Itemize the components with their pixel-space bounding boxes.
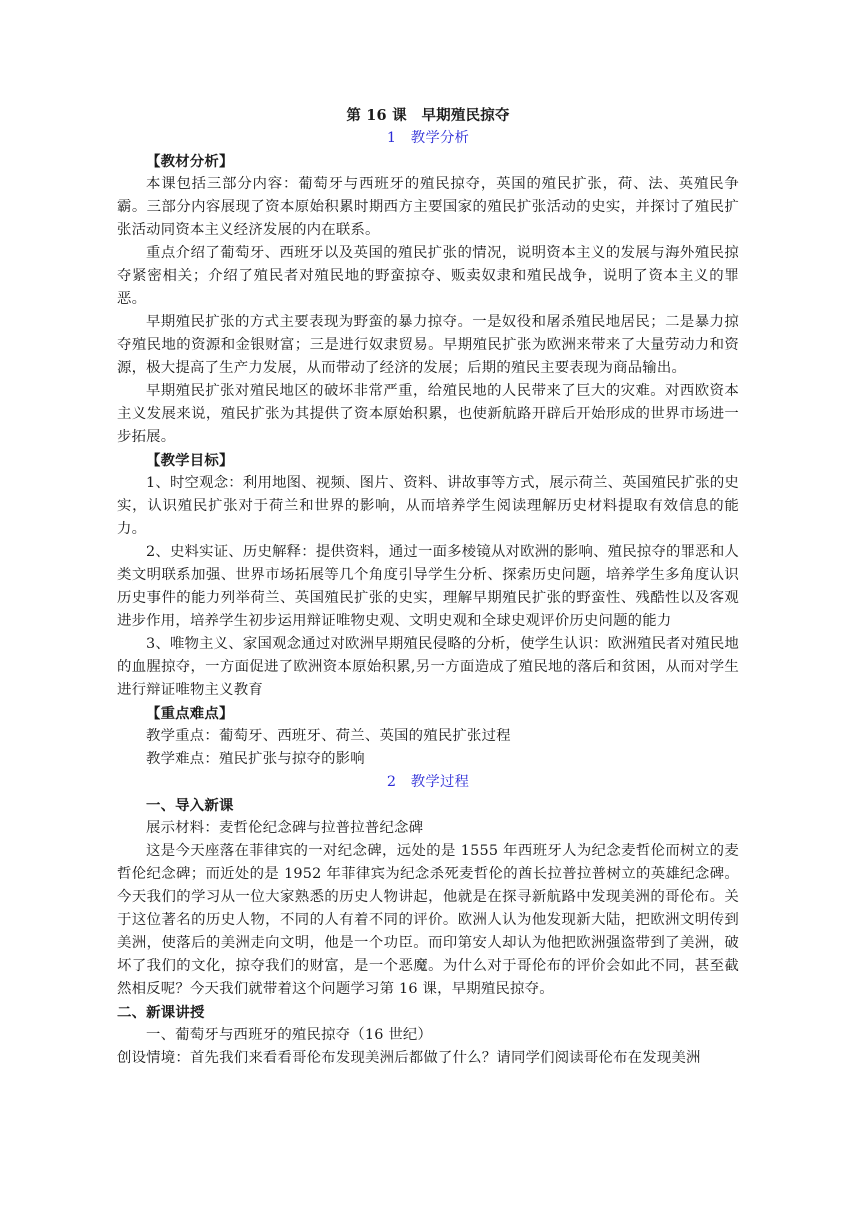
goal-item: 2、史料实证、历史解释：提供资料，通过一面多棱镜从对欧洲的影响、殖民掠夺的罪恶和人类文明联系加强、世界市场拓展等几个角度引导学生分析、探索历史问题，培养学生多角度认识历史事件的能力列举荷兰、英国殖民扩张的史实，理解早期殖民扩张的野蛮性、残酷性以及客观进步作用，培养学生初步运用辩证唯物史观、文明史观和全球史观评价历史问题的能力 [117,544,739,629]
goal-item: 3、唯物主义、家国观念通过对欧洲早期殖民侵略的分析，使学生认识：欧洲殖民者对殖民地的血腥掠夺，一方面促进了欧洲资本原始积累,另一方面造成了殖民地的落后和贫困，从而对学生进行辩证唯物主义教育 [117,636,739,698]
paragraph: 重点介绍了葡萄牙、西班牙以及英国的殖民扩张的情况，说明资本主义的发展与海外殖民掠夺紧密相关；介绍了殖民者对殖民地的野蛮掠夺、贩卖奴隶和殖民战争，说明了资本主义的罪恶。 [117,245,739,307]
scene-paragraph: 创设情境：首先我们来看看哥伦布发现美洲后都做了什么？请同学们阅读哥伦布在发现美洲 [117,1050,701,1066]
new-lesson-heading: 二、新课讲授 [117,1004,205,1021]
paragraph: 早期殖民扩张的方式主要表现为野蛮的暴力掠夺。一是奴役和屠杀殖民地居民；二是暴力掠夺殖民地的资源和金银财富；三是进行奴隶贸易。早期殖民扩张为欧洲来带来了大量劳动力和资源，极大提高了生产力发展，从而带动了经济的发展；后期的殖民主要表现为商品输出。 [117,314,739,376]
document-body [117,104,739,1070]
goal-item: 1、时空观念：利用地图、视频、图片、资料、讲故事等方式，展示荷兰、英国殖民扩张的史实，认识殖民扩张对于荷兰和世界的影响，从而培养学生阅读理解历史材料提取有效信息的能力。 [117,475,739,537]
difficult-point: 教学难点：殖民扩张与掠夺的影响 [146,751,365,767]
paragraph: 早期殖民扩张对殖民地区的破坏非常严重，给殖民地的人民带来了巨大的灾难。对西欧资本主义发展来说，殖民扩张为其提供了资本原始积累，也使新航路开辟后开始形成的世界市场进一步拓展。 [117,383,739,445]
intro-material: 展示材料：麦哲伦纪念碑与拉普拉普纪念碑 [146,820,424,836]
textbook-analysis-label: 【教材分析】 [146,153,234,170]
section-heading-process: 2 教学过程 [386,774,470,790]
teaching-goals-label: 【教学目标】 [146,452,234,469]
key-points-label: 【重点难点】 [146,705,234,722]
key-point: 教学重点：葡萄牙、西班牙、荷兰、英国的殖民扩张过程 [146,728,511,744]
section-heading-analysis: 1 教学分析 [386,130,470,146]
paragraph: 这是今天座落在菲律宾的一对纪念碑，远处的是 1555 年西班牙人为纪念麦哲伦而树立的麦哲伦纪念碑；而近处的是 1952 年菲律宾为纪念杀死麦哲伦的酋长拉普拉普树立的英雄纪念碑。今天我们的学习从一位大家熟悉的历史人物讲起，他就是在探寻新航路中发现美洲的哥伦布。关于这位著名的历史人物，不同的人有着不同的评价。欧洲人认为他发现新大陆，把欧洲文明传到美洲，使落后的美洲走向文明，他是一个功臣。而印第安人却认为他把欧洲强盗带到了美洲，破坏了我们的文化，掠夺我们的财富，是一个恶魔。为什么对于哥伦布的评价会如此不同，甚至截然相反呢？今天我们就带着这个问题学习第 16 课，早期殖民掠夺。 [117,843,739,997]
paragraph: 本课包括三部分内容：葡萄牙与西班牙的殖民掠夺，英国的殖民扩张，荷、法、英殖民争霸。三部分内容展现了资本原始积累时期西方主要国家的殖民扩张活动的史实，并探讨了殖民扩张活动同资本主义经济发展的内在联系。 [117,176,739,238]
subsection-heading: 一、葡萄牙与西班牙的殖民掠夺（16 世纪） [146,1027,433,1043]
intro-heading: 一、导入新课 [146,797,234,814]
page-title: 第 16 课 早期殖民掠夺 [346,107,510,124]
